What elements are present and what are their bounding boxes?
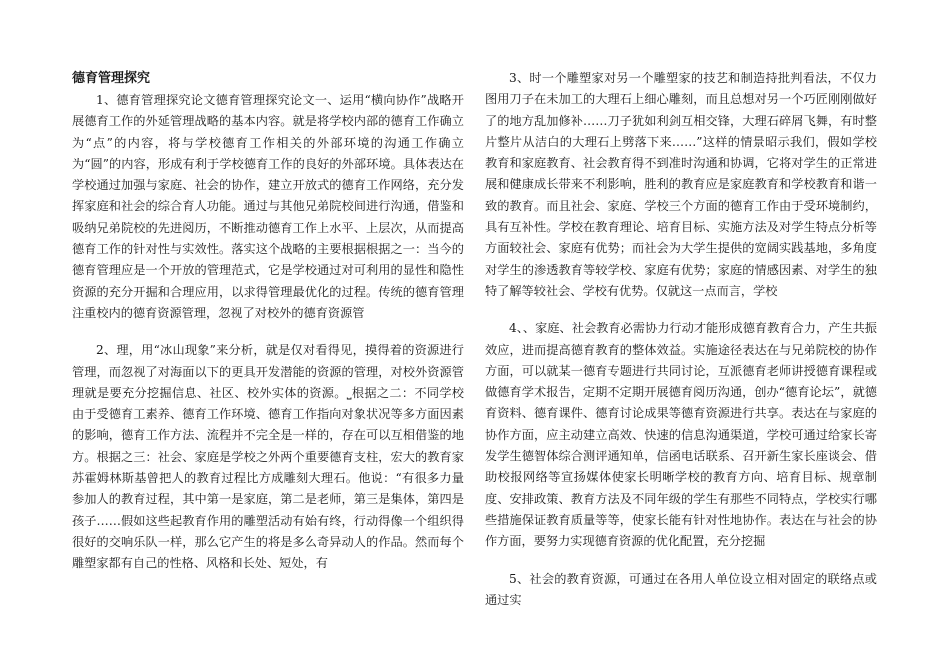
paragraph-5: 5、社会的教育资源，可通过在各用人单位设立相对固定的联络点或通过实: [485, 571, 877, 607]
right-column: [485, 68, 877, 627]
paragraph-3: 3、时一个雕塑家对另一个雕塑家的技艺和制造持批判看法，不仅力图用刀子在未加工的大理石上细心雕刻，而且总想对另一个巧匠刚刚做好了的地方乱加修补……刀子犹如利剑互相交锋，大理石碎屑飞舞，有时整片整片从洁白的大理石上劈落下来……”这样的情景昭示我们，假如学校教育和家庭教育、社会教育得不到准时沟通和协调，它将对学生的正常进展和健康成长带来不利影响，胜利的教育应是家庭教育和学校教育和谐一致的教育。而且社会、家庭、学校三个方面的德育工作由于受环境制约，具有互补性。学校在教育理论、培育目标、实施方法及对学生特点分析等方面较社会、家庭有优势；而社会为大学生提供的宽阔实践基地，多角度对学生的渗透教育等较学校、家庭有优势；家庭的情感因素、对学生的独特了解等较社会、学校有优势。仅就这一点而言，学校: [485, 71, 877, 298]
left-column: [72, 68, 464, 591]
paragraph-2: 2、理，用“冰山现象”来分析，就是仅对看得见，摸得着的资源进行管理，而忽视了对海面以下的更具开发潜能的资源的管理，对校外资源管理就是要充分挖掘信息、社区、校外实体的资源。⎵根据之二：不同学校由于受德育工素养、德育工作环境、德育工作指向对象状况等多方面因素的影响，德育工作方法、流程并不完全是一样的，存在可以互相借鉴的地方。根据之三：社会、家庭是学校之外两个重要德育支柱，宏大的教育家苏霍姆林斯基曾把人的教育过程比方成雕刻大理石。他说：“有很多力量参加人的教育过程，其中第一是家庭，第二是老师，第三是集体，第四是孩子……假如这些起教育作用的雕塑活动有始有终，行动得像一个组织得很好的交响乐队一样，那么它产生的将是多么奇异动人的作品。然而每个雕塑家都有自己的性格、风格和长处、短处，有: [72, 343, 464, 571]
paragraph-4: 4、、家庭、社会教育必需协力行动才能形成德育教育合力，产生共振效应，进而提高德育教育的整体效益。实施途径表达在与兄弟院校的协作方面，可以就某一德育专题进行共同讨论，互派德育老师讲授德育课程或做德育学术报告，定期不定期开展德育阅历沟通，创办“德育论坛”，就德育资料、德育课件、德育讨论成果等德育资源进行共享。表达在与家庭的协作方面，应主动建立高效、快速的信息沟通渠道，学校可通过给家长寄发学生德智体综合测评通知单，信函电话联系、召开新生家长座谈会、借助校报网络等宣扬媒体使家长明晰学校的教育方向、培育目标、规章制度、安排政策、教育方法及不同年级的学生有那些不同特点，学校实行哪些措施保证教育质量等等，使家长能有针对性地协作。表达在与社会的协作方面，要努力实现德育资源的优化配置，充分挖掘: [485, 321, 877, 549]
paragraph-1: 1、德育管理探究论文德育管理探究论文一、运用“横向协作”战略开展德育工作的外延管理战略的基本内容。就是将学校内部的德育工作确立为“点”的内容，将与学校德育工作相关的外部环境的沟通工作确立为“圆”的内容，形成有利于学校德育工作的良好的外部环境。具体表达在学校通过加强与家庭、社会的协作，建立开放式的德育工作网络，充分发挥家庭和社会的综合育人功能。通过与其他兄弟院校间进行沟通，借鉴和吸纳兄弟院校的先进阅历，不断推动德育工作上水平、上层次，从而提高德育工作的针对性与实效性。落实这个战略的主要根据根据之一：当今的德育管理应是一个开放的管理范式，它是学校通过对可利用的显性和隐性资源的充分开掘和合理应用，以求得管理最优化的过程。传统的德育管理注重校内的德育资源管理，忽视了对校外的德育资源管: [72, 93, 464, 320]
document-title: 德育管理探究: [72, 71, 151, 86]
